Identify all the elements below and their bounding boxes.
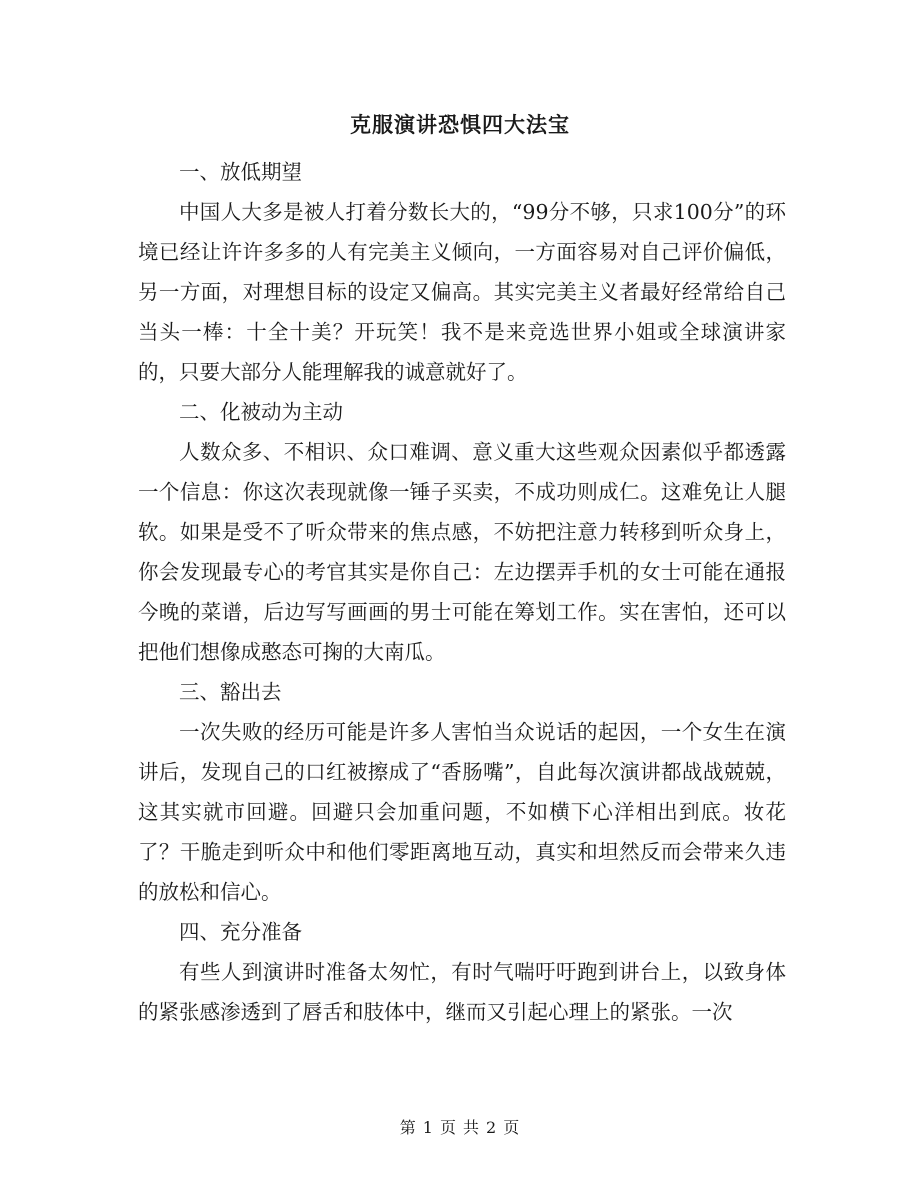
page-footer (0, 1116, 920, 1140)
section-heading: 三、豁出去 (179, 680, 282, 704)
footer-total-pages: 2 (486, 1118, 498, 1137)
footer-prefix: 第 (399, 1118, 417, 1137)
section-heading: 二、化被动为主动 (179, 400, 343, 424)
section-heading: 一、放低期望 (179, 160, 302, 184)
footer-total-word: 共 (463, 1118, 481, 1137)
section-paragraph: 人数众多、不相识、众口难调、意义重大这些观众因素似乎都透露一个信息：你这次表现就像一锤子买卖，不成功则成仁。这难免让人腿软。如果是受不了听众带来的焦点感，不妨把注意力转移到听众身上，你会发现最专心的考官其实是你自己：左边摆弄手机的女士可能在通报今晚的菜谱，后边写写画画的男士可能在筹划工作。实在害怕，还可以把他们想像成憨态可掬的大南瓜。 (138, 440, 786, 664)
section-paragraph: 有些人到演讲时准备太匆忙，有时气喘吁吁跑到讲台上，以致身体的紧张感渗透到了唇舌和肢体中，继而又引起心理上的紧张。一次 (138, 960, 786, 1024)
footer-suffix: 页 (503, 1118, 521, 1137)
section-heading: 四、充分准备 (179, 920, 302, 944)
section-paragraph: 中国人大多是被人打着分数长大的，“99分不够，只求100分”的环境已经让许许多多的人有完美主义倾向，一方面容易对自己评价偏低，另一方面，对理想目标的设定又偏高。其实完美主义者最好经常给自己当头一棒：十全十美？开玩笑！我不是来竞选世界小姐或全球演讲家的，只要大部分人能理解我的诚意就好了。 (138, 200, 786, 384)
document-body (138, 152, 786, 1032)
document-title: 克服演讲恐惧四大法宝 (350, 112, 570, 137)
section-paragraph: 一次失败的经历可能是许多人害怕当众说话的起因，一个女生在演讲后，发现自己的口红被擦成了“香肠嘴”，自此每次演讲都战战兢兢，这其实就市回避。回避只会加重问题，不如横下心洋相出到底。妆花了？干脆走到听众中和他们零距离地互动，真实和坦然反而会带来久违的放松和信心。 (138, 720, 786, 904)
footer-page-number: 1 (422, 1118, 434, 1137)
footer-page-word: 页 (439, 1118, 457, 1137)
